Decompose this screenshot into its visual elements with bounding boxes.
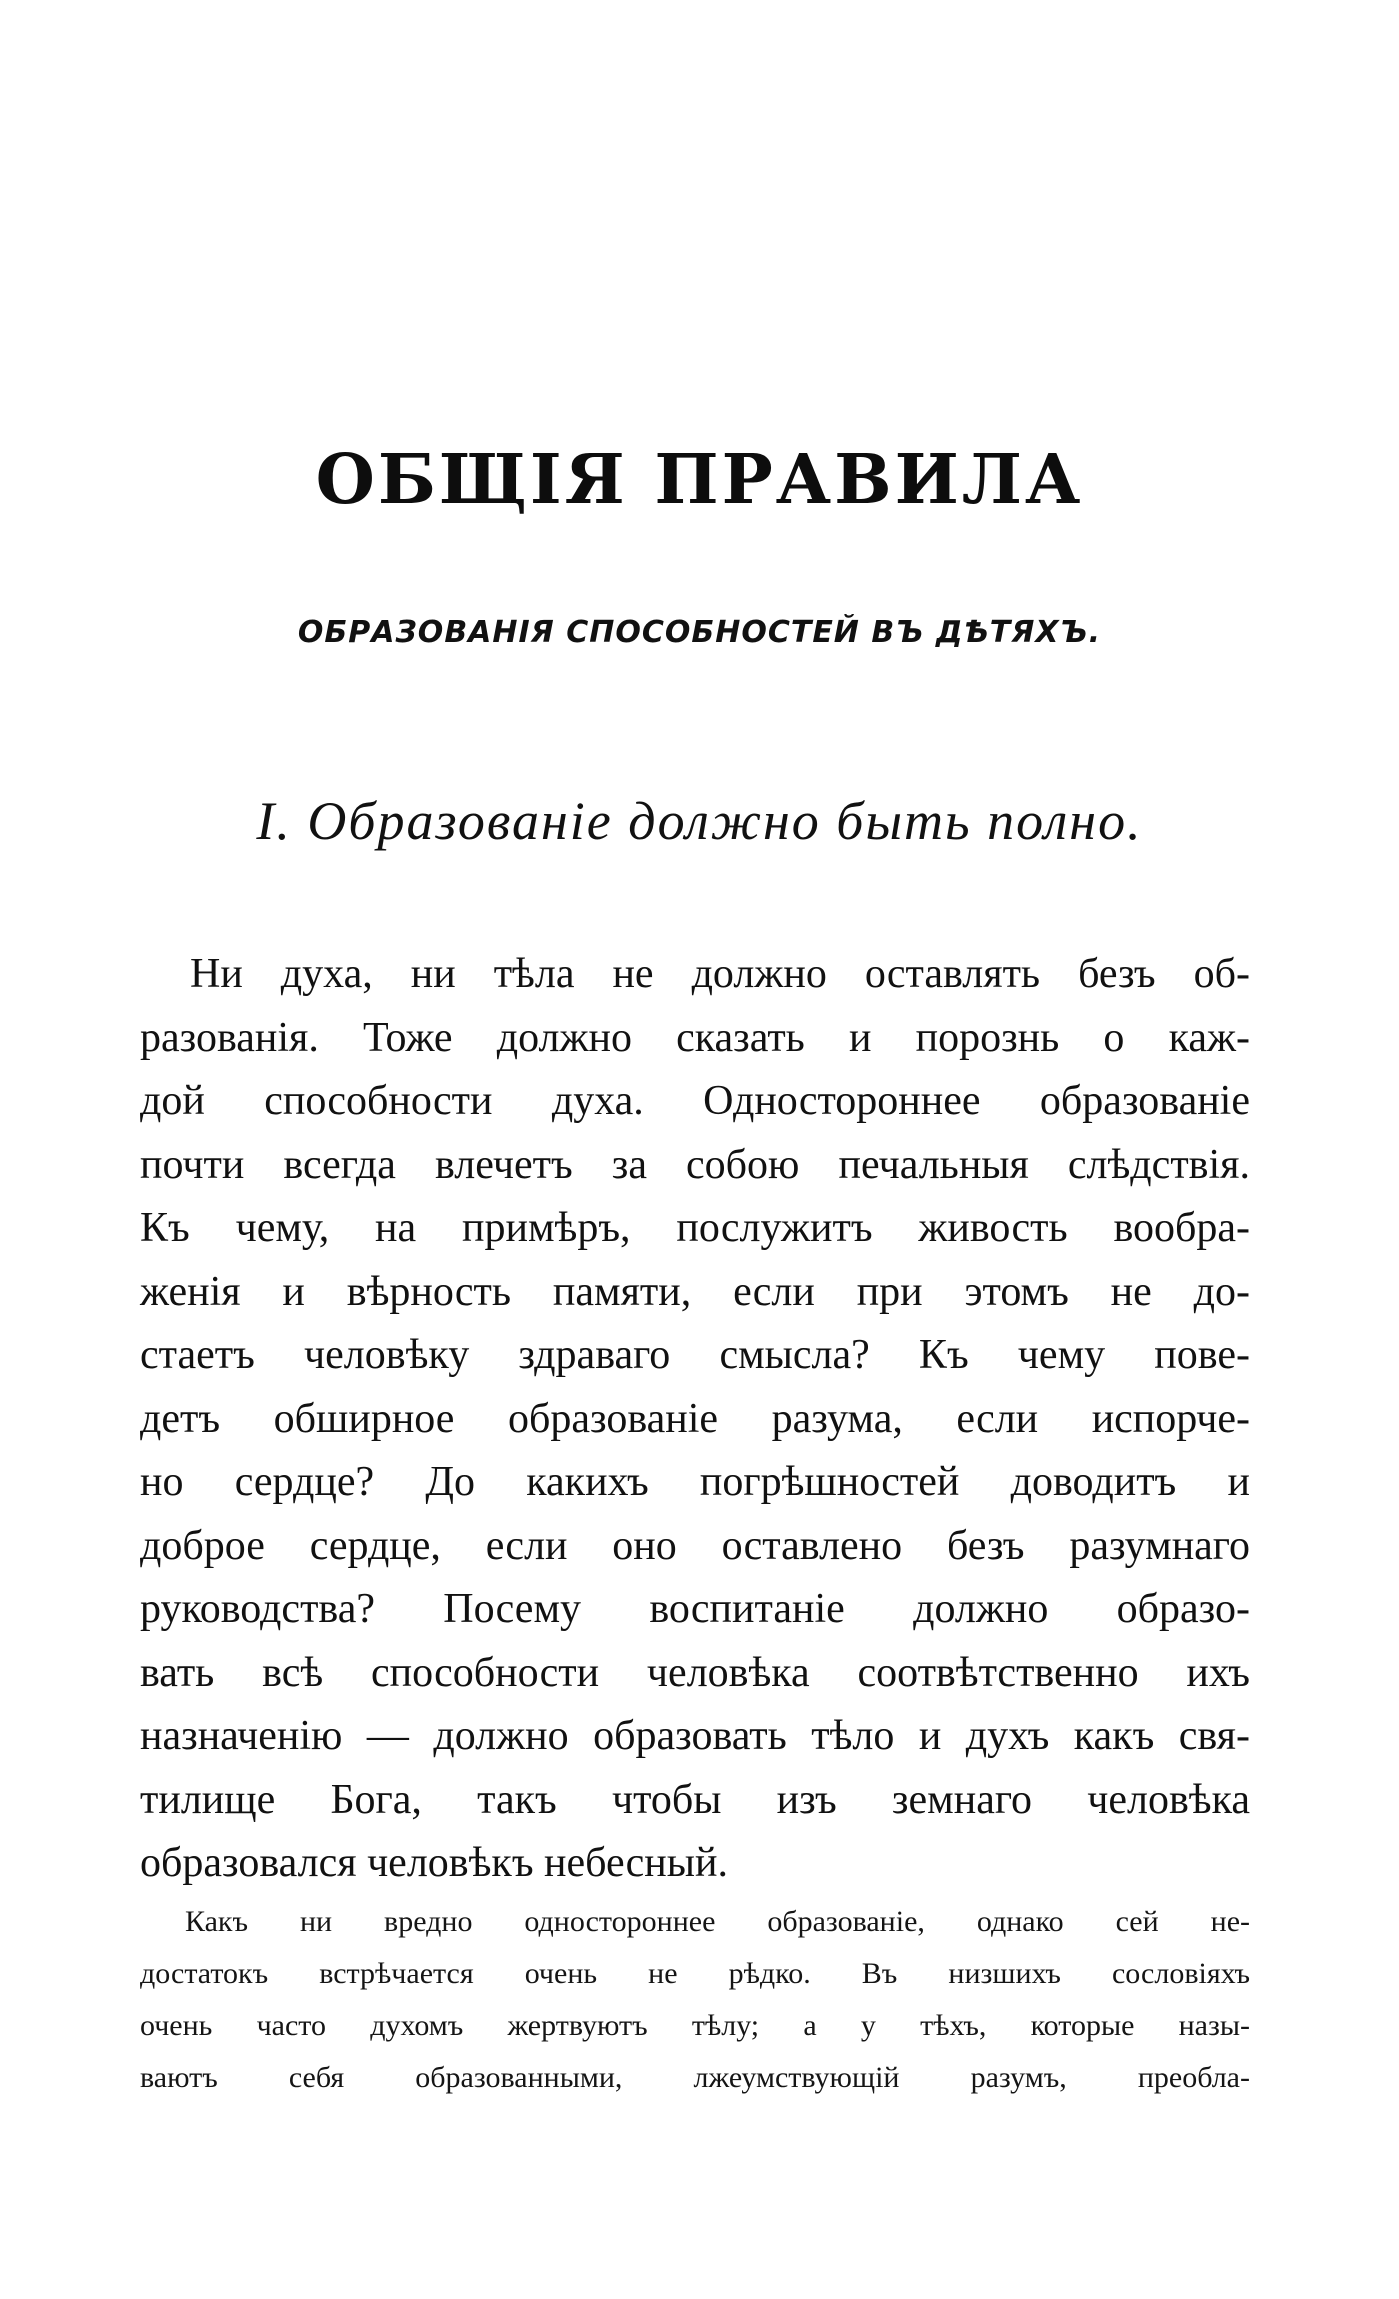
section-heading: I. Образованіе должно быть полно. (256, 791, 1143, 851)
body-line: разованія. Тоже должно сказать и порознь о каж- (140, 1014, 1250, 1061)
page-subtitle: ОБРАЗОВАНІЯ СПОСОБНОСТЕЙ ВЪ ДѢТЯХЪ. (297, 615, 1102, 650)
body-line: дой способности духа. Одностороннее образованіе (140, 1078, 1250, 1124)
body-line: Къ чему, на примѣръ, послужитъ живость вообра- (140, 1205, 1250, 1251)
body-line: стаетъ человѣку здраваго смысла? Къ чему пове- (140, 1332, 1250, 1378)
body-line: женія и вѣрность памяти, если при этомъ не до- (140, 1268, 1250, 1315)
body-line: образовался человѣкъ небесный. (140, 1840, 728, 1886)
note-paragraph (140, 1896, 1250, 2104)
note-line: ваютъ себя образованными, лжеумствующій разумъ, преобла- (140, 2061, 1250, 2094)
body-line: вать всѣ способности человѣка соотвѣтственно ихъ (140, 1649, 1250, 1696)
body-line: назначенію — должно образовать тѣло и духъ какъ свя- (140, 1713, 1250, 1759)
body-line: доброе сердце, если оно оставлено безъ разумнаго (140, 1522, 1250, 1569)
note-line: очень часто духомъ жертвуютъ тѣлу; а у тѣхъ, которые назы- (140, 2009, 1250, 2042)
body-line: но сердце? До какихъ погрѣшностей доводитъ и (140, 1459, 1250, 1505)
note-line: достатокъ встрѣчается очень не рѣдко. Въ низшихъ сословіяхъ (140, 1957, 1250, 1990)
body-paragraph (140, 943, 1250, 1896)
body-line: руководства? Посему воспитаніе должно образо- (140, 1586, 1250, 1632)
body-line: тилище Бога, такъ чтобы изъ земнаго человѣка (140, 1776, 1250, 1823)
note-line: Какъ ни вредно одностороннее образованіе, однако сей не- (185, 1905, 1250, 1938)
body-line: почти всегда влечетъ за собою печальныя слѣдствія. (140, 1141, 1250, 1188)
body-line: Ни духа, ни тѣла не должно оставлять безъ об- (190, 951, 1250, 997)
page-title: ОБЩІЯ ПРАВИЛА (315, 440, 1084, 520)
body-line: детъ обширное образованіе разума, если испорче- (140, 1395, 1250, 1442)
